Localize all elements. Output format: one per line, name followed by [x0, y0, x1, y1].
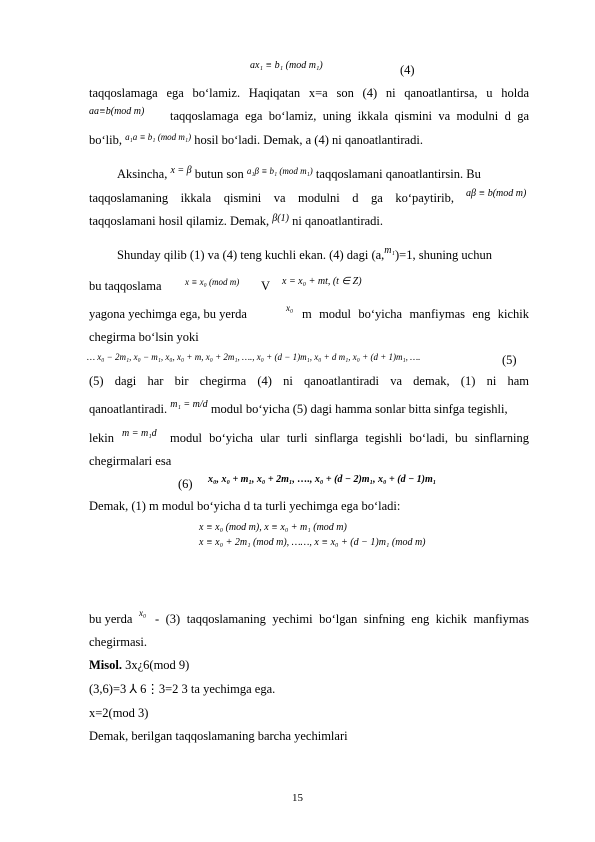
solution-system-line-1: x ≡ x₀ (mod m), x ≡ x₀ + m₁ (mod m) [199, 522, 347, 533]
text-lekin: lekin [89, 431, 114, 445]
equation-5-label: (5) [502, 353, 517, 367]
text-or-symbol: V [261, 279, 271, 293]
example-congruence: 3x¿6(mod 9) [125, 658, 190, 672]
text-yagona-yechimga: yagona yechimga ega, bu yerda [89, 307, 247, 321]
paragraph-5-line-1: Demak, (1) m modul bo‘yicha d ta turli yechimga ega bo‘ladi: [89, 499, 401, 513]
equation-6-label: (6) [178, 477, 193, 491]
paragraph-5-line-3: chegirmasi. [89, 635, 147, 649]
paragraph-2-line-1 [117, 166, 529, 184]
equation-4-formula: ax₁ ≡ b₁ (mod m₁) [250, 60, 323, 71]
text-butun-son: butun son [194, 167, 244, 181]
paragraph-3-line-2 [89, 278, 529, 294]
example-line-2: (3,6)=3 ⅄ 6⋮3=2 3 ta yechimga ega. [89, 682, 276, 696]
formula-x-x0-mod-m: x ≡ x₀ (mod m) [185, 277, 240, 287]
equation-4-label: (4) [400, 63, 415, 77]
text-qanoatlantiradi: ni qanoatlantiradi. [292, 214, 384, 228]
text-bu-taqqoslama: bu taqqoslama [89, 279, 162, 293]
text-shunday-qilib: Shunday qilib (1) va (4) teng kuchli ekan. (4) dagi (a, [117, 248, 385, 262]
formula-a1beta-b1: a₁β ≡ b₁ (mod m₁) [246, 166, 313, 176]
example-line-3: x=2(mod 3) [89, 706, 149, 720]
text-hosil-qilamiz: taqqoslamani hosil qilamiz. Demak, [89, 214, 270, 228]
text-aksincha: Aksincha, [117, 167, 168, 181]
page-number: 15 [292, 792, 303, 804]
paragraph-2-line-2-text: taqqoslamaning ikkala qismini va modulni d ga ko‘paytirib, [89, 191, 454, 205]
formula-x-beta: x = β [170, 165, 192, 176]
equation-5-formula: … x₀ − 2m₁, x₀ − m₁, x₀, x₀ + m, x₀ + 2m₁, …., x₀ + (d − 1)m₁, x₀ + d m₁, x₀ + (d + 1)m₁, …. [87, 352, 421, 362]
example-line-4: Demak, berilgan taqqoslamaning barcha yechimlari [89, 729, 348, 743]
example-line-1 [89, 657, 529, 673]
paragraph-2-line-3 [89, 213, 529, 231]
paragraph-1-line-3 [89, 132, 529, 149]
formula-aa-b-mod-m: aa≡b(mod m) [89, 106, 145, 117]
text-bu-yerda: bu yerda [89, 612, 133, 626]
text-modul-boyicha-5: modul bo‘yicha (5) dagi hamma sonlar bitta sinfga tegishli, [210, 402, 508, 416]
text-shuning-uchun: )=1, shuning uchun [395, 248, 492, 262]
equation-6-formula: x₀, x₀ + m₁, x₀ + 2m₁, …., x₀ + (d − 2)m₁, x₀ + (d − 1)m₁ [208, 474, 437, 485]
formula-m1-m-over-d: m₁ = m/d [170, 399, 208, 410]
formula-m1: m₁ [384, 245, 395, 256]
paragraph-4-line-2 [89, 401, 529, 419]
paragraph-4-line-1: (5) dagi har bir chegirma (4) ni qanoatlantiradi va demak, (1) ni ham [89, 374, 529, 388]
text-taqqoslamani: taqqoslamani qanoatlantirsin. Bu [315, 167, 481, 181]
paragraph-1-line-1: taqqoslamaga ega bo‘lamiz. Haqiqatan x=a son (4) ni qanoatlantirsa, u holda [89, 86, 529, 100]
formula-x-x0-mt: x = x₀ + mt, (t ∈ Z) [282, 276, 362, 287]
formula-abeta-b-mod-m: aβ ≡ b(mod m) [466, 188, 527, 199]
text-taqqoslamaning-yechimi: - (3) taqqoslamaning yechimi bo‘lgan sinfning eng kichik manfiymas [155, 612, 529, 626]
paragraph-4-line-4: chegirmalari esa [89, 454, 172, 468]
formula-a1a-b1: a₁a ≡ b₁ (mod m₁) [125, 132, 192, 142]
paragraph-3-line-1 [117, 247, 529, 265]
text-modul-turli-sinflarga: modul bo‘yicha ular turli sinflarga tegishli bo‘ladi, bu sinflarning [170, 431, 529, 445]
formula-beta-1: β(1) [272, 213, 289, 224]
formula-m-m1d: m = m₁d [122, 428, 157, 439]
text-bo-lib: bo‘lib, [89, 133, 122, 147]
text-m-modul-boyicha: m modul bo‘yicha manfiymas eng kichik [302, 307, 529, 321]
formula-x0: x₀ [286, 303, 294, 313]
example-label: Misol. [89, 658, 122, 672]
paragraph-3-line-4: chegirma bo‘lsin yoki [89, 330, 199, 344]
formula-x0-2: x₀ [139, 608, 147, 618]
solution-system-line-2: x ≡ x₀ + 2m₁ (mod m), ……, x ≡ x₀ + (d − 1)m₁ (mod m) [199, 537, 426, 548]
text-hosil-boladi: hosil bo‘ladi. Demak, a (4) ni qanoatlantiradi. [194, 133, 423, 147]
paragraph-1-line-2-text: taqqoslamaga ega bo‘lamiz, uning ikkala qismini va modulni d ga [170, 109, 529, 123]
text-qanoatlantiradi-2: qanoatlantiradi. [89, 402, 168, 416]
